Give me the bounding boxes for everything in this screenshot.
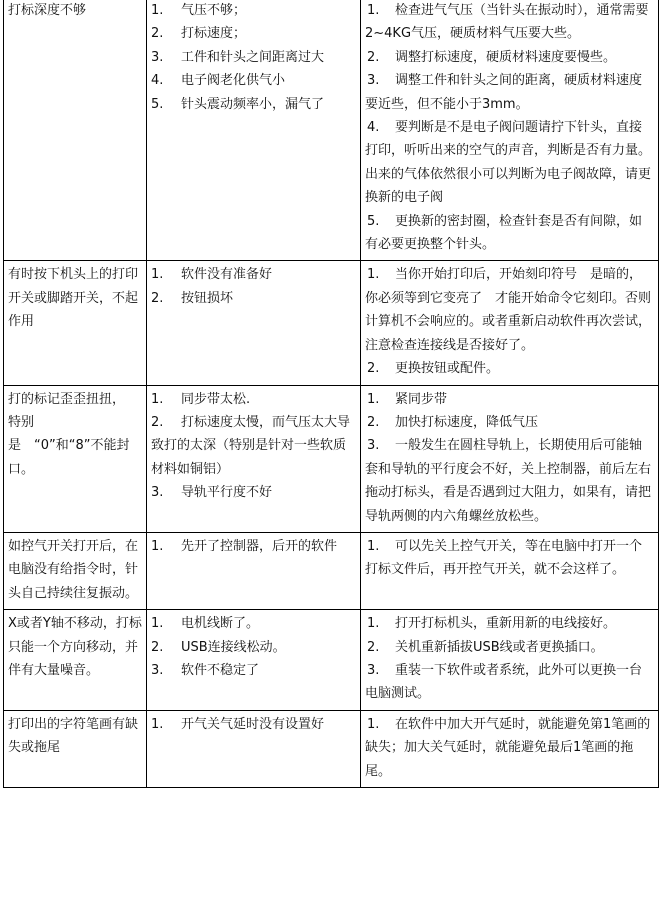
cause-cell [147,532,361,609]
list-number: 1. [367,716,380,732]
list-number: 3. [367,73,380,89]
cause-text: 工件和针头之间距离过大 [181,49,325,65]
cause-item [151,263,356,286]
solution-text: 更换新的密封圈，检查针套是否有间隙，如有必要更换整个针头。 [365,213,643,253]
problem-cell [4,710,147,787]
list-number: 2. [367,49,380,65]
list-number: 2. [367,639,380,655]
cause-text: 打标速度； [181,26,247,42]
problem-cell [4,532,147,609]
list-number: 1. [367,3,380,18]
solution-text: 打开打标机头，重新用新的电线接好。 [395,616,617,632]
solution-text: 更换按钮或配件。 [395,361,500,377]
cause-cell [147,385,361,532]
cause-item [151,93,356,116]
solution-item [365,69,654,116]
cause-item [151,636,356,659]
solution-text: 一般发生在圆柱导轨上，长期使用后可能轴套和导轨的平行度会不好，关上控制器，前后左右拖动打标头，看是否遇到过大阻力，如果有，请把导轨两侧的内六角螺丝放松些。 [365,438,652,524]
list-number: 1. [151,391,164,407]
list-number: 1. [151,616,164,632]
problem-text: 打标深度不够 [8,3,87,18]
list-number: 5. [367,213,380,229]
cause-text: 同步带太松. [181,391,251,407]
list-number: 2. [151,290,164,306]
cause-cell [147,261,361,385]
troubleshooting-table [3,0,659,788]
cause-text: 打标速度太慢，而气压太大导致打的太深（特别是针对一些软质材料如铜铝） [151,414,351,477]
table-row [4,710,659,787]
cause-item [151,411,356,481]
cause-text: 导轨平行度不好 [181,485,273,501]
problem-cell [4,610,147,711]
problem-text: X或者Y轴不移动，打标只能一个方向移动，并伴有大量噪音。 [8,616,142,678]
table-body [4,0,659,788]
cause-cell [147,0,361,261]
list-number: 1. [151,538,164,554]
list-number: 3. [367,438,380,454]
cause-text: 电子阀老化供气小 [181,73,286,89]
list-number: 2. [151,639,164,655]
cause-cell [147,610,361,711]
table-row [4,385,659,532]
solution-item [365,388,654,411]
list-number: 1. [367,616,380,632]
solution-cell [361,385,659,532]
problem-cell [4,261,147,385]
cause-text: 针头震动频率小，漏气了 [181,96,325,112]
solution-text: 调整打标速度，硬质材料速度要慢些。 [395,49,617,65]
solution-cell [361,710,659,787]
problem-cell [4,385,147,532]
problem-text: 如控气开关打开后，在电脑没有给指令时，针头自己持续往复振动。 [8,538,139,601]
cause-item [151,46,356,69]
cause-item [151,388,356,411]
list-number: 1. [151,716,164,732]
cause-text: 按钮损坏 [181,290,234,306]
cause-item [151,287,356,310]
solution-item [365,46,654,69]
list-number: 1. [151,267,164,283]
solution-text: 在软件中加大开气延时，就能避免第1笔画的缺失；加大关气延时，就能避免最后1笔画的拖尾。 [365,716,651,779]
cause-item [151,612,356,635]
solution-item [365,713,654,783]
solution-text: 要判断是不是电子阀问题请拧下针头，直接打印，听听出来的空气的声音，判断是否有力量。出来的气体依然很小可以判断为电子阀故障，请更换新的电子阀 [365,120,652,206]
solution-item [365,636,654,659]
cause-item [151,659,356,682]
cause-text: 软件没有准备好 [181,267,273,283]
cause-item [151,713,356,736]
cause-cell [147,710,361,787]
solution-cell [361,261,659,385]
problem-text: 有时按下机头上的打印开关或脚踏开关，不起作用 [8,267,139,330]
solution-cell [361,610,659,711]
list-number: 2. [367,361,380,377]
problem-cell [4,0,147,261]
problem-text: 打的标记歪歪扭扭， 特别 是 “0”和“8”不能封口。 [8,391,130,477]
cause-item [151,481,356,504]
list-number: 5. [151,96,164,112]
solution-item [365,116,654,210]
list-number: 4. [367,120,380,136]
cause-text: 软件不稳定了 [181,662,260,678]
list-number: 3. [151,485,164,501]
solution-item [365,434,654,528]
solution-text: 关机重新插拔USB线或者更换插口。 [395,639,604,655]
list-number: 2. [151,26,164,42]
solution-text: 当你开始打印后，开始刻印符号 是暗的，你必须等到它变亮了 才能开始命令它刻印。否则计算机不会响应的。或者重新启动软件再次尝试，注意检查连接线是否接好了。 [365,267,652,353]
cause-text: 开气关气延时没有设置好 [181,716,325,732]
solution-item [365,0,654,46]
solution-text: 检查进气气压（当针头在振动时），通常需要2~4KG气压，硬质材料气压要大些。 [365,3,649,42]
cause-text: 先开了控制器，后开的软件 [181,538,338,554]
list-number: 4. [151,73,164,89]
solution-item [365,263,654,357]
table-row [4,610,659,711]
solution-text: 重装一下软件或者系统，此外可以更换一台电脑测试。 [365,662,643,702]
solution-cell [361,532,659,609]
list-number: 1. [367,538,380,554]
solution-text: 加快打标速度，降低气压 [395,414,539,430]
cause-text: 气压不够； [181,3,247,18]
table-row [4,532,659,609]
list-number: 2. [151,414,164,430]
cause-item [151,0,356,22]
solution-item [365,535,654,582]
solution-item [365,659,654,706]
table-row [4,261,659,385]
solution-cell [361,0,659,261]
list-number: 3. [367,662,380,678]
list-number: 1. [367,267,380,283]
table-row [4,0,659,261]
problem-text: 打印出的字符笔画有缺失或拖尾 [8,716,139,756]
cause-text: 电机线断了。 [181,616,260,632]
cause-text: USB连接线松动。 [181,639,286,655]
solution-text: 调整工件和针头之间的距离，硬质材料速度要近些，但不能小于3mm。 [365,73,643,112]
solution-item [365,411,654,434]
cause-item [151,22,356,45]
solution-item [365,612,654,635]
list-number: 3. [151,662,164,678]
cause-item [151,535,356,558]
list-number: 2. [367,414,380,430]
list-number: 3. [151,49,164,65]
solution-text: 可以先关上控气开关，等在电脑中打开一个打标文件后，再开控气开关，就不会这样了。 [365,538,643,578]
solution-item [365,357,654,380]
list-number: 1. [367,391,380,407]
list-number: 1. [151,3,164,18]
cause-item [151,69,356,92]
solution-item [365,210,654,257]
solution-text: 紧同步带 [395,391,448,407]
